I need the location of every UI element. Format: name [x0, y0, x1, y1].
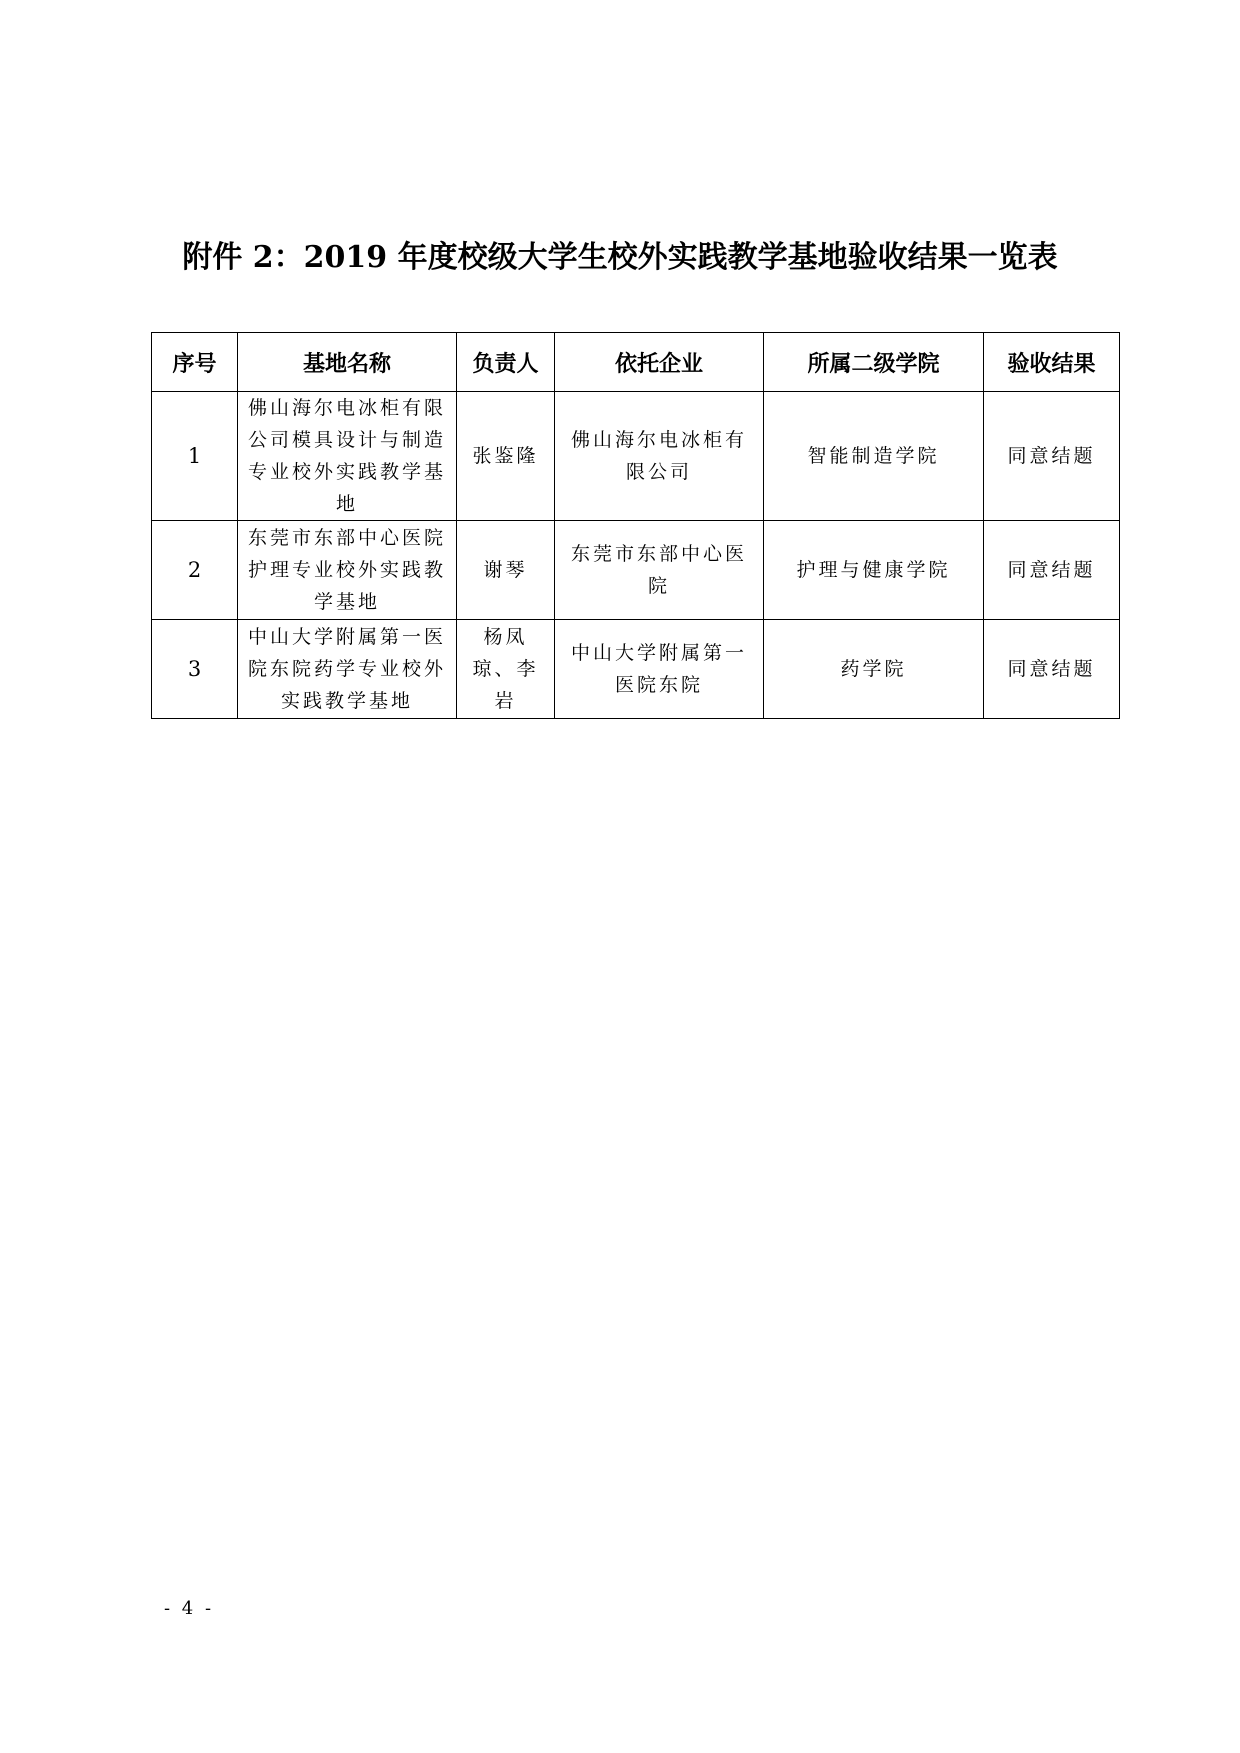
cell-result: 同意结题 — [984, 620, 1120, 719]
cell-person: 谢琴 — [457, 521, 555, 620]
cell-no: 1 — [152, 392, 238, 521]
results-table — [151, 332, 1120, 719]
cell-base-name: 东莞市东部中心医院护理专业校外实践教学基地 — [238, 521, 457, 620]
cell-person: 杨凤琼、李岩 — [457, 620, 555, 719]
cell-result: 同意结题 — [984, 521, 1120, 620]
header-base-name: 基地名称 — [238, 333, 457, 392]
header-no: 序号 — [152, 333, 238, 392]
page-title: 附件 2：2019 年度校级大学生校外实践教学基地验收结果一览表 — [182, 240, 1058, 275]
cell-no: 2 — [152, 521, 238, 620]
header-company: 依托企业 — [555, 333, 764, 392]
header-person: 负责人 — [457, 333, 555, 392]
page-number: - 4 - — [164, 1598, 215, 1619]
cell-result: 同意结题 — [984, 392, 1120, 521]
cell-company: 佛山海尔电冰柜有限公司 — [555, 392, 764, 521]
cell-company: 东莞市东部中心医院 — [555, 521, 764, 620]
table-row — [152, 521, 1120, 620]
cell-base-name: 佛山海尔电冰柜有限公司模具设计与制造专业校外实践教学基地 — [238, 392, 457, 521]
header-college: 所属二级学院 — [764, 333, 984, 392]
header-result: 验收结果 — [984, 333, 1120, 392]
table-row — [152, 620, 1120, 719]
cell-college: 护理与健康学院 — [764, 521, 984, 620]
table-row — [152, 392, 1120, 521]
cell-person: 张鉴隆 — [457, 392, 555, 521]
cell-college: 智能制造学院 — [764, 392, 984, 521]
cell-company: 中山大学附属第一医院东院 — [555, 620, 764, 719]
cell-base-name: 中山大学附属第一医院东院药学专业校外实践教学基地 — [238, 620, 457, 719]
cell-college: 药学院 — [764, 620, 984, 719]
table-header-row — [152, 333, 1120, 392]
cell-no: 3 — [152, 620, 238, 719]
